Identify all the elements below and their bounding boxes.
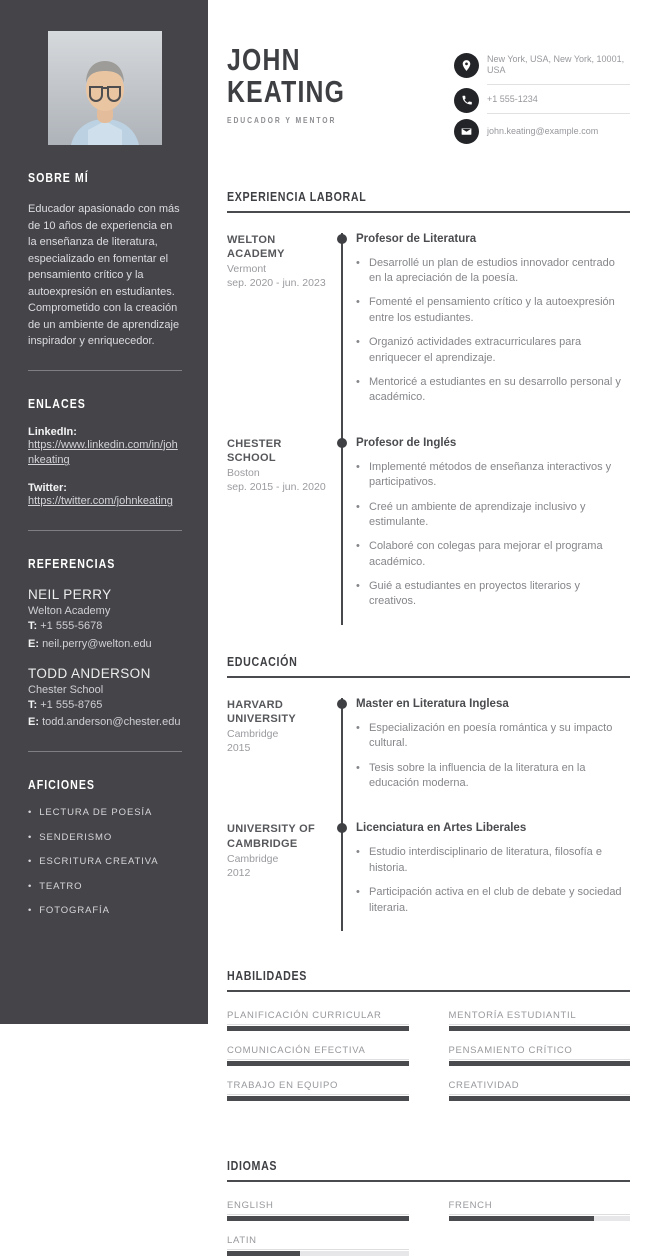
- entry-bullets: [356, 721, 630, 792]
- skill-label: CREATIVIDAD: [449, 1080, 631, 1095]
- email-icon: [454, 119, 479, 144]
- skill-label: MENTORÍA ESTUDIANTIL: [449, 1010, 631, 1025]
- language-item: [227, 1235, 409, 1256]
- bullet-item: • Implementé métodos de enseñanza interactivos y participativos.: [356, 460, 630, 491]
- skill-item: [449, 1010, 631, 1031]
- entry-meta: [227, 233, 341, 437]
- bullet-item: • Mentoricé a estudiantes en su desarrollo personal y académico.: [356, 375, 630, 406]
- location-pin-icon: [454, 53, 479, 78]
- sidebar-divider: [28, 751, 182, 752]
- job-title: EDUCADOR Y MENTOR: [227, 115, 337, 126]
- entry-meta: [227, 822, 341, 931]
- entry-org: CHESTER SCHOOL: [227, 437, 282, 465]
- skill-label: COMUNICACIÓN EFECTIVA: [227, 1045, 409, 1060]
- entry-role: Licenciatura en Artes Liberales: [356, 822, 527, 835]
- bullet-item: • Desarrollé un plan de estudios innovador centrado en la apreciación de la poesía.: [356, 256, 630, 287]
- contact-block: [454, 46, 630, 147]
- language-label: ENGLISH: [227, 1200, 409, 1215]
- reference-org: Chester School: [28, 684, 104, 697]
- entry-location: Cambridge: [227, 853, 279, 865]
- section-education: [227, 653, 630, 931]
- entry-dates: 2015: [227, 742, 251, 755]
- bullet-item: • Tesis sobre la influencia de la literatura en la educación moderna.: [356, 761, 630, 792]
- phone-label: T:: [28, 620, 38, 633]
- bullet-item: • Creé un ambiente de aprendizaje inclusivo y estimulante.: [356, 500, 630, 531]
- language-item: [449, 1200, 631, 1221]
- hobby-item: • LECTURA DE POESÍA: [28, 807, 182, 818]
- language-item: [227, 1200, 409, 1221]
- entry-detail: [341, 698, 630, 823]
- entry-role: Profesor de Literatura: [356, 232, 477, 245]
- bullet-item: • Participación activa en el club de debate y sociedad literaria.: [356, 885, 630, 916]
- language-label: LATIN: [227, 1235, 409, 1250]
- education-heading: EDUCACIÓN: [227, 653, 298, 669]
- link-item-linkedin: [28, 426, 182, 470]
- skill-label: PENSAMIENTO CRÍTICO: [449, 1045, 631, 1060]
- entry-location: Cambridge: [227, 728, 279, 741]
- entry-meta: [227, 698, 341, 823]
- hobby-item: • SENDERISMO: [28, 832, 182, 843]
- entry-detail: [341, 822, 630, 931]
- section-languages: [227, 1157, 630, 1256]
- link-item-twitter: [28, 482, 182, 510]
- sidebar: [0, 0, 208, 1024]
- entry-bullets: [356, 460, 630, 610]
- contact-row-phone: [454, 85, 630, 116]
- skill-label: PLANIFICACIÓN CURRICULAR: [227, 1010, 409, 1025]
- skill-bar: [227, 1026, 409, 1031]
- entry-location: Vermont: [227, 263, 267, 276]
- education-entry: [227, 822, 630, 931]
- skill-item: [227, 1045, 409, 1066]
- phone-icon: [454, 88, 479, 113]
- entry-dates: sep. 2020 - jun. 2023: [227, 277, 326, 290]
- skill-label: TRABAJO EN EQUIPO: [227, 1080, 409, 1095]
- about-heading: SOBRE MÍ: [28, 171, 89, 185]
- language-label: FRENCH: [449, 1200, 631, 1215]
- bullet-item: • Colaboré con colegas para mejorar el programa académico.: [356, 539, 630, 570]
- about-text: Educador apasionado con más de 10 años de experiencia en la enseñanza de literatura, especializado en fomentar el pensamiento crítico y la autoexpresión en estudiantes. Comprometido con la creación de un ambiente de aprendizaje inspirador y enriquecedor.: [28, 203, 180, 347]
- phone-label: T:: [28, 699, 38, 712]
- section-experience: [227, 188, 630, 625]
- name-block: [227, 44, 375, 125]
- timeline-dot: [337, 699, 347, 709]
- profile-photo-illustration: [48, 31, 162, 145]
- entry-dates: 2012: [227, 867, 251, 879]
- email-value: neil.perry@welton.edu: [42, 637, 152, 650]
- reference-email: [28, 715, 182, 730]
- profile-photo: [48, 31, 162, 145]
- sidebar-section-about: [28, 169, 182, 371]
- experience-entry: [227, 233, 630, 437]
- email-value: todd.anderson@chester.edu: [42, 716, 181, 729]
- sidebar-section-hobbies: [28, 776, 182, 917]
- reference-item: [28, 666, 182, 731]
- skill-bar: [227, 1096, 409, 1101]
- linkedin-link[interactable]: https://www.linkedin.com/in/johnkeating: [28, 438, 178, 467]
- first-name: JOHN: [227, 42, 301, 77]
- section-rule: [227, 1180, 630, 1182]
- entry-dates: sep. 2015 - jun. 2020: [227, 481, 326, 494]
- experience-entry: [227, 437, 630, 625]
- bullet-item: • Especialización en poesía romántica y su impacto cultural.: [356, 721, 630, 752]
- reference-phone: [28, 619, 182, 634]
- timeline-dot: [337, 234, 347, 244]
- skill-item: [227, 1010, 409, 1031]
- section-rule: [227, 676, 630, 678]
- skills-heading: HABILIDADES: [227, 967, 308, 983]
- reference-email: [28, 637, 182, 652]
- reference-org: Welton Academy: [28, 605, 111, 618]
- twitter-link[interactable]: https://twitter.com/johnkeating: [28, 495, 173, 508]
- section-rule: [227, 211, 630, 213]
- last-name: KEATING: [227, 73, 346, 109]
- language-bar: [227, 1216, 409, 1221]
- link-label: LinkedIn:: [28, 425, 77, 438]
- hobby-item: • TEATRO: [28, 881, 182, 892]
- phone-value: +1 555-8765: [40, 699, 103, 712]
- email-label: E:: [28, 637, 39, 650]
- contact-phone: +1 555-1234: [487, 86, 630, 114]
- bullet-item: • Fomenté el pensamiento crítico y la autoexpresión entre los estudiantes.: [356, 295, 630, 326]
- section-rule: [227, 990, 630, 992]
- reference-name: TODD ANDERSON: [28, 666, 151, 682]
- skill-bar: [449, 1061, 631, 1066]
- bullet-item: • Organizó actividades extracurriculares para enriquecer el aprendizaje.: [356, 335, 630, 366]
- sidebar-divider: [28, 530, 182, 531]
- entry-bullets: [356, 256, 630, 406]
- entry-org: UNIVERSITY OF CAMBRIDGE: [227, 823, 316, 850]
- entry-detail: [341, 233, 630, 437]
- entry-detail: [341, 437, 630, 625]
- header: [227, 44, 630, 147]
- education-entry: [227, 698, 630, 823]
- hobby-item: • ESCRITURA CREATIVA: [28, 856, 182, 867]
- reference-name: NEIL PERRY: [28, 587, 112, 603]
- language-bar: [449, 1216, 631, 1221]
- sidebar-section-references: [28, 555, 182, 752]
- references-heading: REFERENCIAS: [28, 557, 116, 572]
- reference-item: [28, 587, 182, 652]
- skill-item: [449, 1080, 631, 1101]
- main-content: [208, 0, 648, 1246]
- skill-bar: [227, 1061, 409, 1066]
- skill-bar: [449, 1096, 631, 1101]
- entry-role: Master en Literatura Inglesa: [356, 697, 509, 710]
- contact-location: New York, USA, New York, 10001, USA: [487, 46, 630, 85]
- contact-row-email: [454, 116, 630, 147]
- entry-bullets: [356, 845, 630, 916]
- email-label: E:: [28, 716, 39, 729]
- link-label: Twitter:: [28, 482, 67, 495]
- languages-heading: IDIOMAS: [227, 1157, 278, 1173]
- entry-location: Boston: [227, 467, 260, 480]
- contact-row-location: [454, 46, 630, 85]
- skill-item: [227, 1080, 409, 1101]
- links-heading: ENLACES: [28, 396, 86, 411]
- skill-item: [449, 1045, 631, 1066]
- entry-meta: [227, 437, 341, 625]
- bullet-item: • Guié a estudiantes en proyectos literarios y creativos.: [356, 579, 630, 610]
- section-skills: [227, 967, 630, 1101]
- timeline-dot: [337, 823, 347, 833]
- hobbies-heading: AFICIONES: [28, 777, 96, 792]
- contact-email: john.keating@example.com: [487, 125, 599, 136]
- timeline-dot: [337, 438, 347, 448]
- skill-bar: [449, 1026, 631, 1031]
- entry-role: Profesor de Inglés: [356, 436, 457, 449]
- experience-heading: EXPERIENCIA LABORAL: [227, 188, 367, 204]
- entry-org: HARVARD UNIVERSITY: [227, 698, 297, 726]
- phone-value: +1 555-5678: [40, 620, 103, 633]
- entry-org: WELTON ACADEMY: [227, 233, 285, 260]
- language-bar: [227, 1251, 409, 1256]
- hobby-item: • FOTOGRAFÍA: [28, 905, 182, 916]
- bullet-item: • Estudio interdisciplinario de literatura, filosofía e historia.: [356, 845, 630, 876]
- reference-phone: [28, 698, 182, 713]
- sidebar-divider: [28, 370, 182, 371]
- sidebar-section-links: [28, 395, 182, 532]
